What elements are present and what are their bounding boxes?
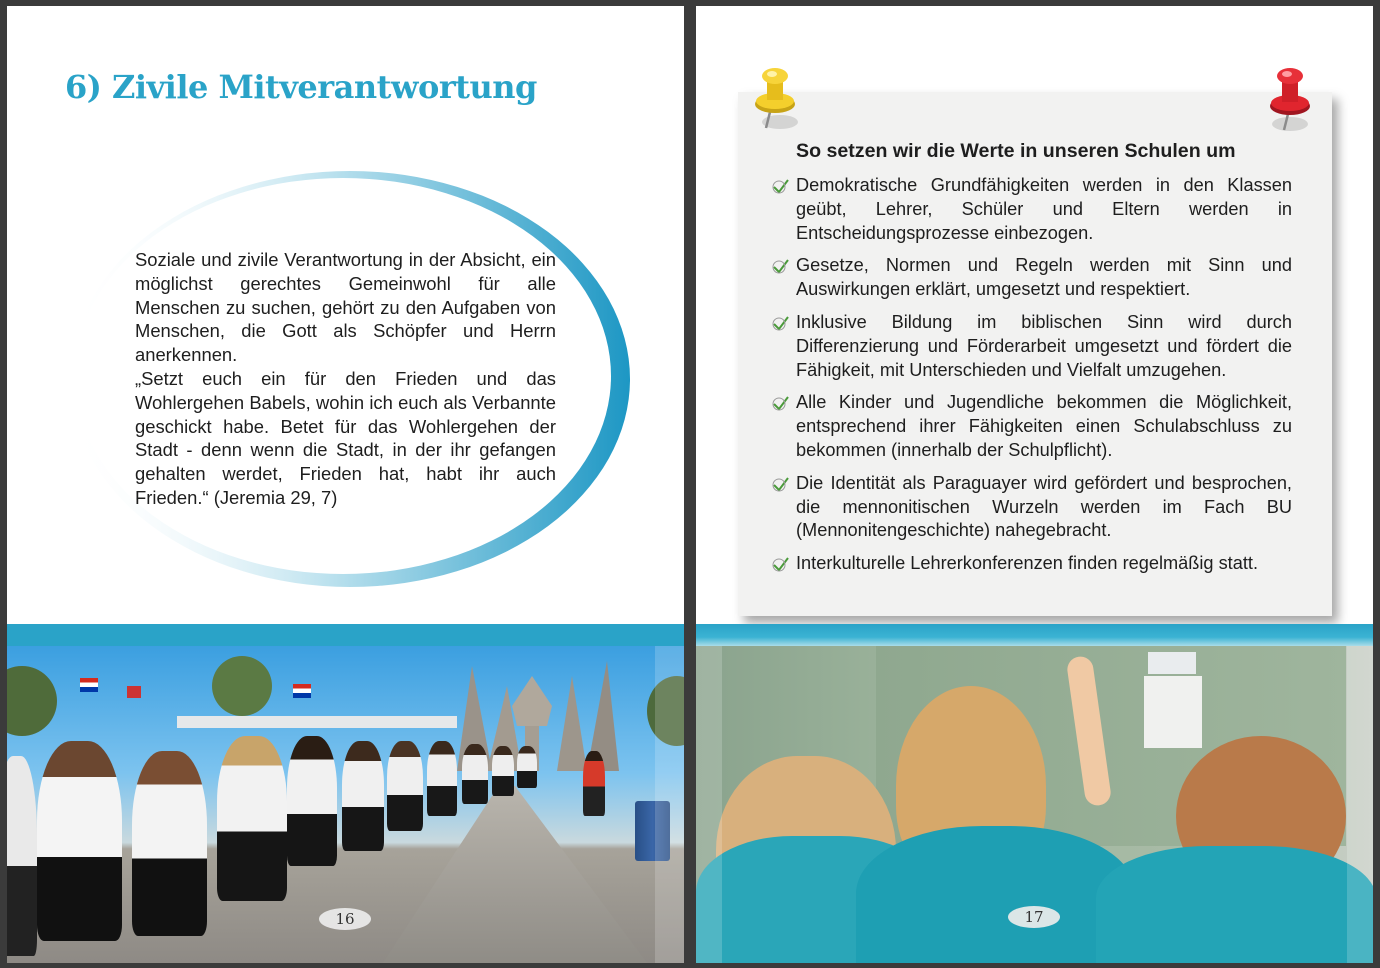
accent-band: [696, 624, 1373, 646]
page-number: 17: [1008, 906, 1060, 928]
red-pushpin-icon: [1262, 64, 1318, 134]
checkmark-icon: [772, 315, 790, 331]
page-title: 6) Zivile Mitverantwortung: [65, 68, 537, 106]
checkmark-icon: [772, 476, 790, 492]
paragraph-bible-quote: „Setzt euch ein für den Frieden und das Wohlergehen Babels, wohin ich euch als Verbannte geschickt habe. Betet für das Wohlergehen der Stadt - denn wenn die Stadt, in der ihr gefangen gehalten werdet, Frieden hat, habt ihr auch Frieden.“ (Jeremia 29, 7): [135, 367, 556, 508]
list-item: [772, 552, 1292, 576]
checkmark-icon: [772, 178, 790, 194]
list-item: [772, 311, 1292, 382]
checkmark-icon: [772, 556, 790, 572]
left-page: [7, 6, 684, 963]
list-item: [772, 174, 1292, 245]
values-heading: So setzen wir die Werte in unseren Schulen um: [796, 140, 1236, 162]
list-item: [772, 391, 1292, 462]
list-item: [772, 472, 1292, 543]
list-item-text: Interkulturelle Lehrerkonferenzen finden regelmäßig statt.: [796, 553, 1259, 574]
list-item-text: Alle Kinder und Jugendliche bekommen die Möglichkeit, entsprechend ihrer Fähigkeiten einen Schulabschluss zu bekommen (innerhalb der Schulpflicht).: [796, 392, 1292, 460]
values-checklist: [772, 174, 1292, 585]
list-item: [772, 254, 1292, 302]
list-item-text: Die Identität als Paraguayer wird gefördert und besprochen, die mennonitischen Wurzeln werden im Fach BU (Mennonitengeschichte) nahegebracht.: [796, 472, 1292, 541]
right-page: [696, 6, 1373, 963]
checkmark-icon: [772, 395, 790, 411]
list-item-text: Inklusive Bildung im biblischen Sinn wird durch Differenzierung und Förderarbeit umgesetzt und fördert die Fähigkeit, mit Unterschieden und Vielfalt umzugehen.: [796, 311, 1292, 380]
yellow-pushpin-icon: [750, 62, 806, 132]
quote-text-block: [135, 248, 556, 510]
accent-band: [7, 624, 684, 646]
list-item-text: Gesetze, Normen und Regeln werden mit Sinn und Auswirkungen erklärt, umgesetzt und respektiert.: [796, 255, 1292, 300]
list-item-text: Demokratische Grundfähigkeiten werden in den Klassen geübt, Lehrer, Schüler und Eltern werden in Entscheidungsprozesse einbezogen.: [796, 175, 1292, 243]
page-number: 16: [319, 908, 371, 930]
checkmark-icon: [772, 258, 790, 274]
paragraph-responsibility: Soziale und zivile Verantwortung in der Absicht, ein möglichst gerechtes Gemeinwohl für alle Menschen zu suchen, gehört zu den Aufgaben von Menschen, die Gott als Schöpfer und Herrn anerkennen.: [135, 249, 556, 366]
